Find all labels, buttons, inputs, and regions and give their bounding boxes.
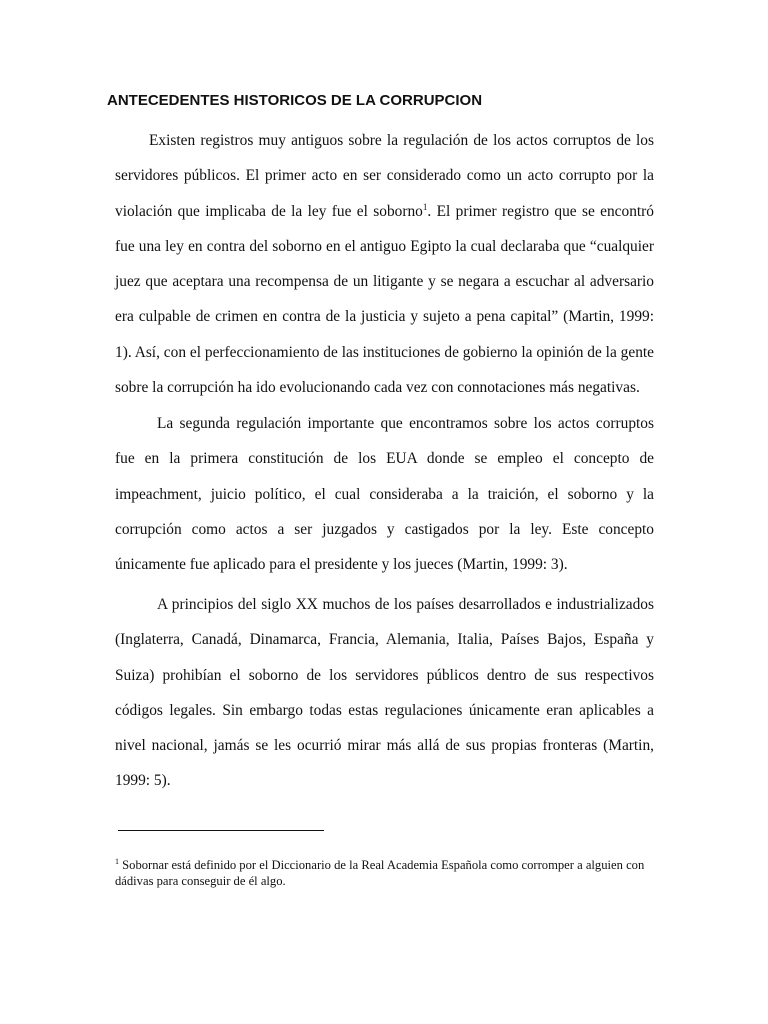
footnote-text: Sobornar está definido por el Diccionario de la Real Academia Española como corromper a alguien con dádivas para conseguir de él algo. bbox=[115, 858, 645, 888]
paragraph-3-text: A principios del siglo XX muchos de los países desarrollados e industrializados (Inglaterra, Canadá, Dinamarca, Francia, Alemania, Italia, Países Bajos, España y Suiza) prohibían el soborno de los servidores públicos dentro de sus respectivos códigos legales. Sin embargo todas estas regulaciones únicamente eran aplicables a nivel nacional, jamás se les ocurrió mirar más allá de sus propias fronteras (Martin, 1999: 5). bbox=[115, 596, 654, 790]
paragraph-1-text-before-note: Existen registros muy antiguos sobre la regulación de los actos corruptos de los servidores públicos. El primer acto en ser considerado como un acto corrupto por la violación que implicaba de la ley fue el soborno bbox=[115, 132, 654, 220]
paragraph-2-text: La segunda regulación importante que encontramos sobre los actos corruptos fue en la primera constitución de los EUA donde se empleo el concepto de impeachment, juicio político, el cual consideraba a la traición, el soborno y la corrupción como actos a ser juzgados y castigados por la ley. Este concepto únicamente fue aplicado para el presidente y los jueces (Martin, 1999: 3). bbox=[115, 415, 654, 574]
paragraph-2 bbox=[115, 406, 654, 582]
paragraph-3 bbox=[115, 587, 654, 799]
footnote bbox=[115, 857, 655, 889]
footnote-marker: 1 bbox=[115, 856, 119, 866]
paragraph-1 bbox=[115, 123, 654, 405]
paragraph-1-text-after-note: . El primer registro que se encontró fue una ley en contra del soborno en el antiguo Egipto la cual declaraba que “cualquier juez que aceptara una recompensa de un litigante y se negara a escuchar al adversario era culpable de crimen en contra de la justicia y sujeto a pena capital” (Martin, 1999: 1). Así, con el perfeccionamiento de las instituciones de gobierno la opinión de la gente sobre la corrupción ha ido evolucionando cada vez con connotaciones más negativas. bbox=[115, 202, 654, 397]
footnote-reference: 1 bbox=[422, 201, 428, 212]
footnote-separator bbox=[118, 830, 324, 831]
section-heading: ANTECEDENTES HISTORICOS DE LA CORRUPCION bbox=[107, 92, 483, 109]
